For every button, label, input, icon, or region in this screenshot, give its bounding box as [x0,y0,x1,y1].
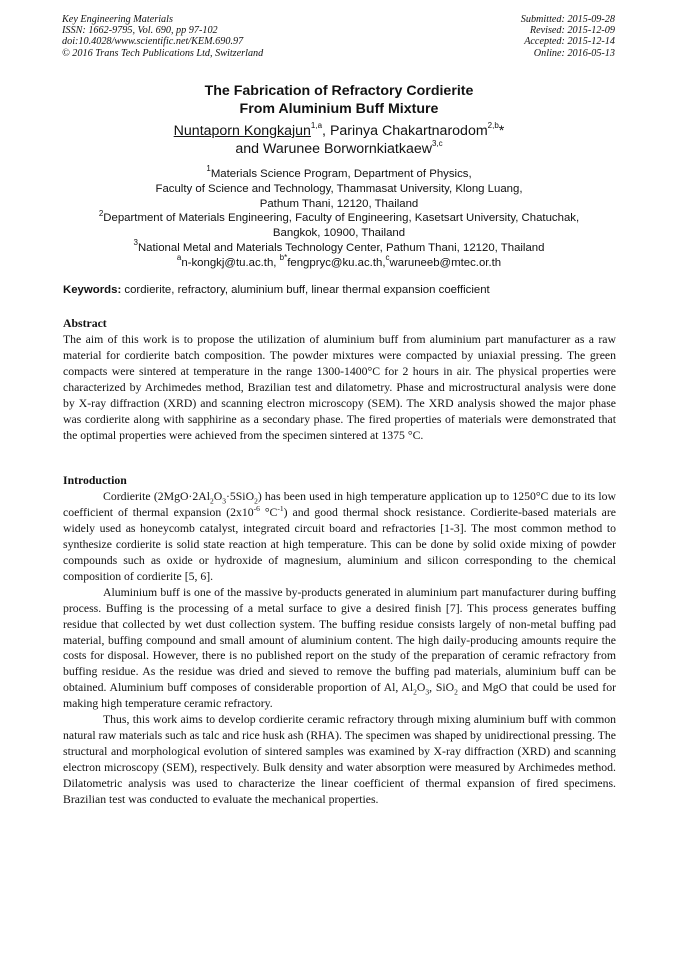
p2-sub-2: 3 [425,687,430,697]
paper-title [0,83,678,118]
email-b: fengpryc@ku.ac.th, [287,256,386,269]
affiliation-2-text: Department of Materials Engineering, Faculty of Engineering, Kasetsart University, Chatuchak, [103,212,580,225]
introduction-section [63,473,616,808]
abstract-section [63,316,616,444]
p1-sup-2: -1 [277,504,284,513]
email-b-mark: b* [279,252,288,262]
p1-sub-1: 2 [209,496,214,506]
keywords-text: cordierite, refractory, aluminium buff, linear thermal expansion coefficient [121,284,490,296]
affiliation-3-text: National Metal and Materials Technology Center, Pathum Thani, 12120, Thailand [137,241,545,254]
email-c: waruneeb@mtec.or.th [389,256,502,269]
email-a-mark: a [176,252,182,262]
p2-sub-1: 2 [413,687,417,697]
issn-line: ISSN: 1662-9795, Vol. 690, pp 97-102 [62,25,218,37]
author-1-name: Nuntaporn Kongkajun [173,123,311,139]
author-2-name: Parinya Chakartnarodom [329,123,488,139]
p1-text-f: ) and good thermal shock resistance. Cordierite-based materials are widely used as honeycomb catalyst, integrated circuit board and refractories [1-3]. The most common method to synthesize cordierite is solid state reaction at high temperature. This can be done by solid oxide mixing of powder compounds such as oxide or hydroxide of magnesium, aluminium and silicon corresponding to the chemical composition of cordierite [5, 6]. [63,505,616,583]
introduction-heading: Introduction [63,474,127,487]
p2-sub-3: 2 [454,687,458,697]
affiliation-1-line-1 [0,164,678,182]
affiliation-1-line-2: Faculty of Science and Technology, Thammasat University, Klong Luang, [155,182,523,195]
email-a: n-kongkj@tu.ac.th, [181,256,280,269]
title-line-2: From Aluminium Buff Mixture [239,100,439,117]
authors-line-2 [0,138,678,159]
revised-date: Revised: 2015-12-09 [529,25,615,37]
journal-header-right [521,14,615,59]
author-list [0,123,678,158]
abstract-text: The aim of this work is to propose the utilization of aluminium buff from aluminium part manufacturer as a raw material for cordierite batch composition. The powder mixtures were compacted by uniaxial pressing. The green compacts were sintered at temperature in the range 1300-1400°C for 2 hours in air. The physical properties were characterized by Archimedes method, Brazilian test and dilatometry. Phase and microstructural analysis were done by X-ray diffraction (XRD) and scanning electron microscopy (SEM). The XRD analysis showed the major phase was cordierite along with sapphirine as a secondary phase. The fired properties of materials were demonstrated that the optimal properties were achieved from the specimen sintered at 1375 °C. [63,332,616,442]
p1-text-a: Cordierite (2MgO·2Al [103,489,210,503]
affiliation-2-line-1 [0,208,678,226]
p1-text-e: °C [259,505,278,519]
p1-text-d: ) has been used in high temperature application up to 1250°C due to its low coefficient of thermal expansion (2x10 [63,489,617,519]
p1-text-c: ·5SiO [225,489,255,503]
affiliations [0,164,678,271]
abstract-heading: Abstract [63,317,107,330]
online-date: Online: 2016-05-13 [533,47,615,59]
affiliation-1-number: 1 [206,164,211,174]
author-3-affiliation: 3,c [431,138,443,148]
title-line-1: The Fabrication of Refractory Cordierite [204,83,474,99]
author-1-affiliation: 1,a [310,121,323,131]
submitted-date: Submitted: 2015-09-28 [520,14,615,25]
author-2-affiliation: 2,b [487,121,499,131]
p1-sub-2: 3 [222,496,226,506]
accepted-date: Accepted: 2015-12-14 [524,36,615,48]
p1-sup-1: -6 [253,504,260,513]
email-c-mark: c [385,252,390,262]
journal-header-left [62,14,263,59]
affiliation-3-number: 3 [133,238,138,248]
affiliation-3-line-1 [0,238,678,256]
p1-sub-3: 2 [254,496,258,506]
author-conjunction: and [235,140,263,157]
p2-text-c: , SiO [429,681,455,695]
intro-paragraph-2 [63,585,616,713]
affiliation-2-number: 2 [98,208,104,218]
p2-text-a: Aluminium buff is one of the massive by-products generated in aluminium part manufacturer during buffing process. Buffing is the processing of a metal surface to give a desired finish [7]. This process generates buffing residue that collected by wet dust collection system. The buffing residue consists largely of non-metal buffing pad material, buffing compound and small amount of aluminium content. The high daily-producing amounts require the costs for disposal. However, there is no published report on the study of the preparation of ceramic refractory from buffing residue. As the residue was dried and sieved to remove the buffing pad materials, aluminium buff can be obtained. Aluminium buff composes of considerable proportion of Al, Al [63,585,616,695]
keywords-label: Keywords: [63,284,122,296]
authors-line-1 [0,123,678,141]
journal-name: Key Engineering Materials [62,14,173,25]
doi-line: doi:10.4028/www.scientific.net/KEM.690.97 [62,36,244,48]
p1-text-b: O [213,489,223,503]
affiliation-1-line-3: Pathum Thani, 12120, Thailand [259,197,419,210]
author-separator: , [322,123,330,139]
affiliation-1-text: Materials Science Program, Department of Physics, [210,168,472,180]
p2-text-b: O [416,681,426,695]
intro-paragraph-1 [63,489,616,585]
author-3-name: Warunee Borwornkiatkaew [262,140,432,157]
email-line [0,252,678,271]
intro-paragraph-3: Thus, this work aims to develop cordierite ceramic refractory through mixing aluminium buff with common natural raw materials such as talc and rice husk ash (RHA). The specimen was shaped by unidirectional pressing. The structural and morphological evolution of sintered samples was examined by X-ray diffraction (XRD) and scanning electron microscopy (SEM), respectively. Bulk density and water absorption were measured by Archimedes method. Dilatometric analysis was used to characterize the linear coefficient of thermal expansion of fired specimens. Brazilian test was conducted to evaluate the mechanical properties. [63,713,616,807]
corresponding-author-mark: * [498,123,505,139]
keywords [63,283,619,297]
affiliation-2-line-2: Bangkok, 10900, Thailand [272,227,406,240]
copyright-line: © 2016 Trans Tech Publications Ltd, Switzerland [62,47,264,59]
p2-text-d: and MgO that could be used for making high temperature ceramic refractory. [63,681,616,711]
